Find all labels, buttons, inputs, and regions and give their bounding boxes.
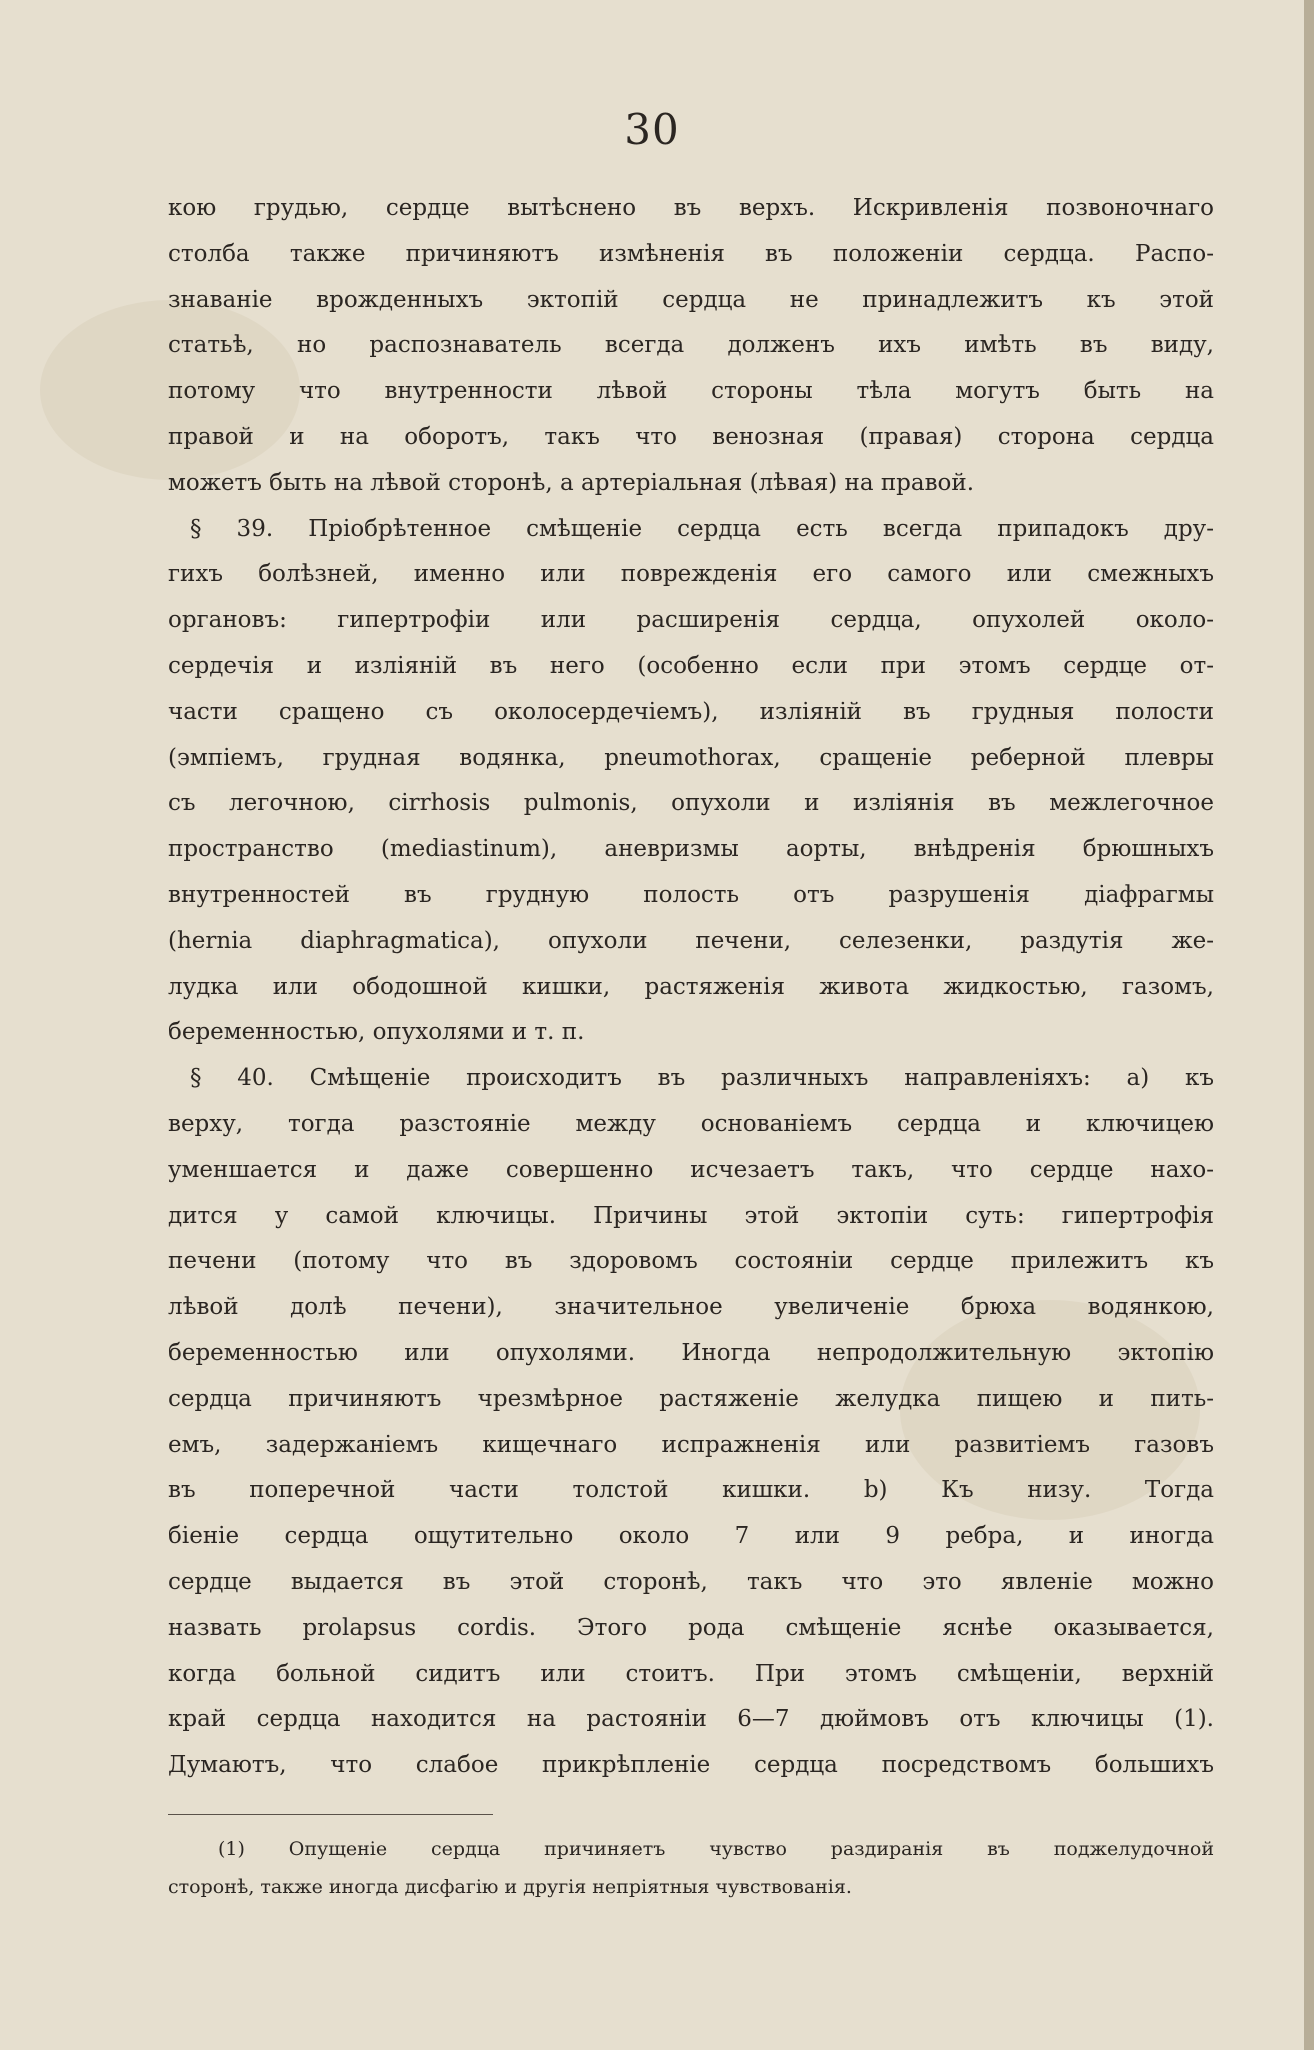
text-line: (hernia diaphragmatica), опухоли печени, селезенки, раздутія же- (168, 927, 1214, 954)
footnote (168, 1830, 1214, 1906)
text-line: когда больной сидитъ или стоитъ. При этомъ смѣщеніи, верхній (168, 1660, 1214, 1687)
section-40-start: § 40. Смѣщеніе происходитъ въ различныхъ направленіяхъ: а) къ (190, 1065, 1214, 1092)
text-line: назвать prolapsus cordis. Этого рода смѣщеніе яснѣе оказывается, (168, 1614, 1214, 1641)
text-line: знаваніе врожденныхъ эктопій сердца не принадлежитъ къ этой (168, 286, 1214, 313)
text-line: столба также причиняютъ измѣненія въ положеніи сердца. Распо- (168, 240, 1214, 267)
section-39-start: § 39. Пріобрѣтенное смѣщеніе сердца есть всегда припадокъ дру- (190, 515, 1214, 542)
text-line: верху, тогда разстояніе между основаніемъ сердца и ключицею (168, 1110, 1214, 1137)
page-number: 30 (624, 105, 680, 154)
text-line: лудка или ободошной кишки, растяженія живота жидкостью, газомъ, (168, 973, 1214, 1000)
text-line: съ легочною, cirrhosis pulmonis, опухоли и изліянія въ межлегочное (168, 790, 1214, 817)
text-line: пространство (mediastinum), аневризмы аорты, внѣдренія брюшныхъ (168, 836, 1214, 863)
text-line: уменшается и даже совершенно исчезаетъ такъ, что сердце нахо- (168, 1156, 1214, 1183)
text-line: край сердца находится на растояніи 6—7 дюймовъ отъ ключицы (1). (168, 1706, 1214, 1733)
text-line: правой и на оборотъ, такъ что венозная (правая) сторона сердца (168, 423, 1214, 450)
text-line: части сращено съ околосердечіемъ), изліяній въ грудныя полости (168, 698, 1214, 725)
text-line: лѣвой долѣ печени), значительное увеличеніе брюха водянкою, (168, 1294, 1214, 1321)
text-line: (эмпіемъ, грудная водянка, pneumothorax, сращеніе реберной плевры (168, 744, 1214, 771)
text-line: потому что внутренности лѣвой стороны тѣла могутъ быть на (168, 378, 1214, 405)
text-line: статьѣ, но распознаватель всегда долженъ ихъ имѣть въ виду, (168, 332, 1214, 359)
text-line: беременностью, опухолями и т. п. (168, 1019, 585, 1046)
text-line: сердечія и изліяній въ него (особенно если при этомъ сердце от- (168, 652, 1214, 679)
footnote-line: сторонѣ, также иногда дисфагію и другія непріятныя чувствованія. (168, 1876, 852, 1898)
text-line: беременностью или опухолями. Иногда непродолжительную эктопію (168, 1339, 1214, 1366)
text-line: гихъ болѣзней, именно или поврежденія его самого или смежныхъ (168, 561, 1214, 588)
text-line: сердце выдается въ этой сторонѣ, такъ что это явленіе можно (168, 1568, 1214, 1595)
text-line: печени (потому что въ здоровомъ состояніи сердце прилежитъ къ (168, 1248, 1214, 1275)
text-line: внутренностей въ грудную полость отъ разрушенія діафрагмы (168, 881, 1214, 908)
text-line: сердца причиняютъ чрезмѣрное растяженіе желудка пищею и пить- (168, 1385, 1214, 1412)
text-line: Думаютъ, что слабое прикрѣпленіе сердца посредствомъ большихъ (168, 1752, 1214, 1779)
text-line: емъ, задержаніемъ кищечнаго испражненія или развитіемъ газовъ (168, 1431, 1214, 1458)
text-line: біеніе сердца ощутительно около 7 или 9 ребра, и иногда (168, 1523, 1214, 1550)
footnote-divider (168, 1814, 493, 1815)
text-line: въ поперечной части толстой кишки. b) Къ низу. Тогда (168, 1477, 1214, 1504)
text-line: органовъ: гипертрофіи или расширенія сердца, опухолей около- (168, 607, 1214, 634)
footnote-line: (1) Опущеніе сердца причиняетъ чувство раздиранія въ поджелудочной (218, 1838, 1214, 1860)
body-text (168, 186, 1214, 1789)
text-line: кою грудью, сердце вытѣснено въ верхъ. Искривленія позвоночнаго (168, 195, 1214, 221)
text-line: дится у самой ключицы. Причины этой эктопіи суть: гипертрофія (168, 1202, 1214, 1229)
text-line: можетъ быть на лѣвой сторонѣ, а артеріальная (лѣвая) на правой. (168, 469, 975, 496)
